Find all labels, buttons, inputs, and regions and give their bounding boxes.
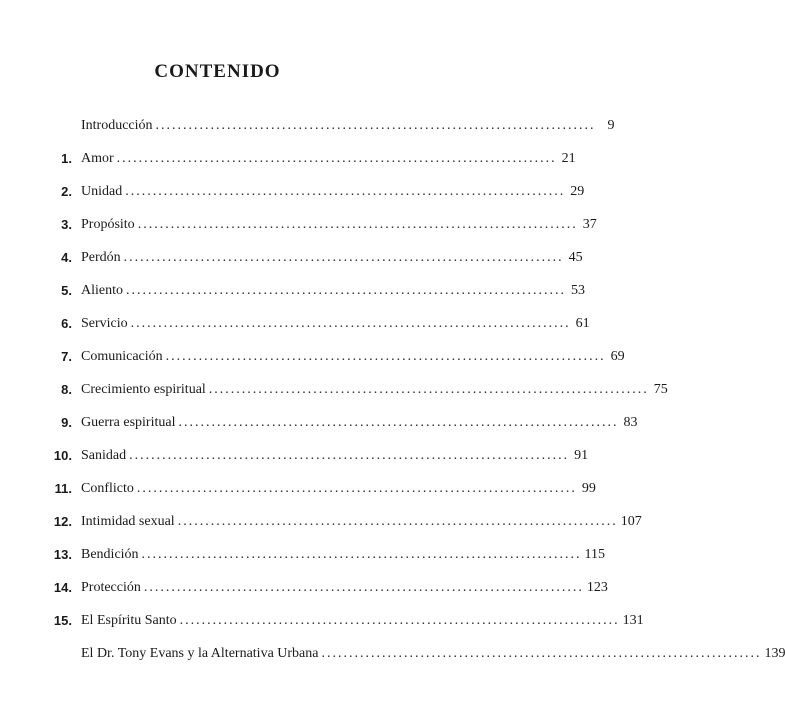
toc-entry bbox=[0, 246, 583, 270]
toc-page: 61 bbox=[575, 316, 590, 331]
toc-entry bbox=[0, 576, 608, 600]
dot-leader: ................................................................................ bbox=[165, 349, 606, 364]
toc-number: 10. bbox=[53, 448, 72, 463]
toc-page: 131 bbox=[622, 613, 644, 628]
toc-label: El Espíritu Santo bbox=[81, 613, 177, 628]
toc-label: Crecimiento espiritual bbox=[81, 382, 206, 397]
toc-entry bbox=[0, 114, 615, 138]
toc-page: 99 bbox=[581, 481, 596, 496]
toc-number: 15. bbox=[53, 613, 72, 628]
toc-label: Introducción bbox=[81, 118, 153, 133]
toc-label: Propósito bbox=[81, 217, 135, 232]
toc-label: Bendición bbox=[81, 547, 139, 562]
dot-leader: ................................................................................ bbox=[179, 613, 620, 628]
toc-number: 9. bbox=[61, 415, 72, 430]
toc-label: Servicio bbox=[81, 316, 128, 331]
dot-leader: ................................................................................ bbox=[137, 217, 578, 232]
dot-leader: ................................................................................ bbox=[130, 316, 571, 331]
toc-page: 69 bbox=[610, 349, 625, 364]
dot-leader: ................................................................................ bbox=[116, 151, 557, 166]
toc-label: El Dr. Tony Evans y la Alternativa Urbana bbox=[81, 646, 319, 661]
toc-label: Unidad bbox=[81, 184, 123, 199]
toc-entry bbox=[0, 477, 596, 501]
dot-leader: ................................................................................ bbox=[321, 646, 762, 661]
toc-label: Protección bbox=[81, 580, 141, 595]
toc-number: 11. bbox=[54, 481, 72, 496]
toc-page: 21 bbox=[561, 151, 576, 166]
toc-page: 107 bbox=[620, 514, 642, 529]
toc-label: Guerra espiritual bbox=[81, 415, 176, 430]
toc-page: 9 bbox=[607, 118, 615, 133]
dot-leader: ................................................................................ bbox=[141, 547, 582, 562]
toc-number: 5. bbox=[61, 283, 72, 298]
toc-page: 37 bbox=[582, 217, 597, 232]
toc-number: 13. bbox=[53, 547, 72, 562]
dot-leader: ................................................................................ bbox=[143, 580, 584, 595]
dot-leader: ................................................................................ bbox=[178, 415, 619, 430]
toc-entry bbox=[0, 411, 638, 435]
toc-label: Perdón bbox=[81, 250, 121, 265]
toc-page: 139 bbox=[764, 646, 785, 661]
page-title: CONTENIDO bbox=[154, 61, 281, 82]
toc-page: 53 bbox=[571, 283, 585, 298]
dot-leader: ................................................................................ bbox=[125, 184, 566, 199]
toc-entry bbox=[0, 510, 642, 534]
toc-number: 7. bbox=[61, 349, 72, 364]
dot-leader: ................................................................................ bbox=[123, 250, 564, 265]
toc-entry bbox=[0, 312, 590, 336]
toc-number: 12. bbox=[53, 514, 72, 529]
toc-number: 6. bbox=[61, 316, 72, 331]
toc-entry bbox=[0, 147, 576, 171]
toc-entry bbox=[0, 279, 585, 303]
toc-label: Comunicación bbox=[81, 349, 163, 364]
toc-entry bbox=[0, 213, 597, 237]
toc-entry bbox=[0, 444, 589, 468]
toc-number: 8. bbox=[61, 382, 72, 397]
toc-number: 3. bbox=[61, 217, 72, 232]
toc-entry bbox=[0, 378, 668, 402]
toc-entry bbox=[0, 642, 785, 666]
dot-leader: ................................................................................ bbox=[136, 481, 577, 496]
toc-page: 123 bbox=[586, 580, 608, 595]
toc-label: Sanidad bbox=[81, 448, 127, 463]
toc-number: 2. bbox=[61, 184, 72, 199]
toc-label: Amor bbox=[81, 151, 114, 166]
dot-leader: ................................................................................ bbox=[155, 118, 596, 133]
toc-label: Aliento bbox=[81, 283, 123, 298]
toc-label: Intimidad sexual bbox=[81, 514, 175, 529]
dot-leader: ................................................................................ bbox=[208, 382, 649, 397]
toc-label: Conflicto bbox=[81, 481, 134, 496]
toc-page: 115 bbox=[584, 547, 606, 562]
toc-number: 14. bbox=[53, 580, 72, 595]
toc-entry bbox=[0, 180, 585, 204]
toc-number: 1. bbox=[61, 151, 72, 166]
toc-page: 29 bbox=[570, 184, 585, 199]
toc-page: 83 bbox=[623, 415, 638, 430]
toc-entry bbox=[0, 345, 625, 369]
toc-entry bbox=[0, 543, 606, 567]
dot-leader: ................................................................................ bbox=[177, 514, 618, 529]
toc-page: 75 bbox=[653, 382, 668, 397]
toc-page: 91 bbox=[574, 448, 589, 463]
toc-entry bbox=[0, 609, 644, 633]
dot-leader: ................................................................................ bbox=[129, 448, 570, 463]
dot-leader: ................................................................................ bbox=[126, 283, 566, 298]
toc-page: 45 bbox=[568, 250, 583, 265]
toc-number: 4. bbox=[61, 250, 72, 265]
